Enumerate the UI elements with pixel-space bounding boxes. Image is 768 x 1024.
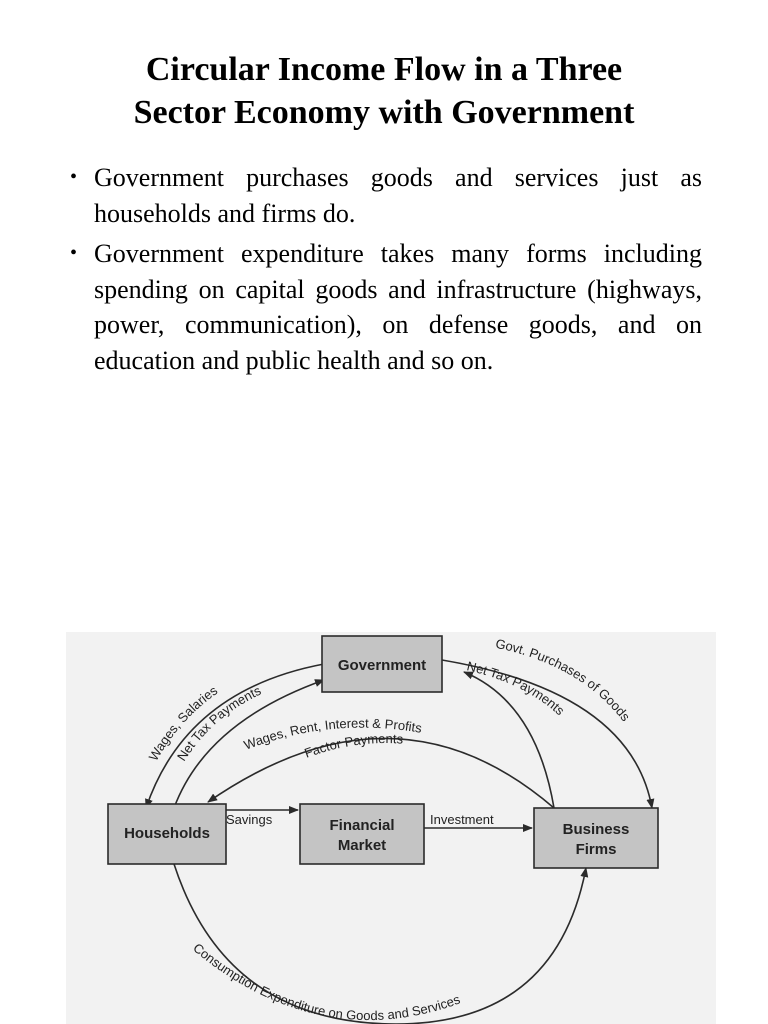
wages-salaries-text: Wages, Salaries (145, 682, 221, 764)
consumption-text: Consumption Expenditure on Goods and Services (190, 940, 463, 1024)
title-line-1: Circular Income Flow in a Three (145, 51, 623, 88)
slide-title (40, 48, 728, 134)
factor-payments-text: Factor Payments (302, 730, 404, 761)
financial-market-box (300, 804, 424, 864)
business-label-2: Firms (575, 841, 617, 858)
households-box (108, 804, 226, 864)
bullet-list (70, 160, 702, 383)
bullet-dot-icon: • (70, 166, 78, 188)
bullet-dot-icon: • (70, 242, 78, 264)
bullet-text: Government expenditure takes many forms including spending on capital goods and infrastructure (highways, power, communication), on defense goods, and on education and public health and so on. (94, 239, 702, 375)
households-label: Households (124, 825, 210, 842)
business-label-1: Business (562, 821, 630, 838)
bullet-item (70, 160, 702, 231)
net-tax-right-text: Net Tax Payments (465, 658, 568, 719)
business-firms-box (534, 808, 658, 868)
title-line-2: Sector Economy with Government (133, 94, 635, 131)
financial-market-label-1: Financial (329, 817, 395, 834)
govt-purchases-text: Govt. Purchases of Goods (494, 635, 634, 725)
investment-label: Investment (430, 812, 494, 827)
govt-purchases-arrow (442, 660, 652, 808)
factor-payments-arrow (208, 738, 554, 808)
savings-label: Savings (226, 812, 273, 827)
government-box (322, 636, 442, 692)
net-tax-left-text: Net Tax Payments (173, 682, 264, 764)
bullet-item (70, 236, 702, 378)
bullet-text: Government purchases goods and services just as households and firms do. (94, 163, 702, 228)
consumption-arrow (174, 864, 586, 1024)
wages-rent-text: Wages, Rent, Interest & Profits (241, 715, 423, 753)
diagram-svg (66, 632, 716, 1024)
financial-market-label-2: Market (337, 837, 387, 854)
consumption-label (190, 940, 462, 1023)
circular-flow-diagram (66, 632, 716, 1024)
government-label: Government (337, 657, 427, 674)
factor-payments-label (302, 731, 404, 761)
